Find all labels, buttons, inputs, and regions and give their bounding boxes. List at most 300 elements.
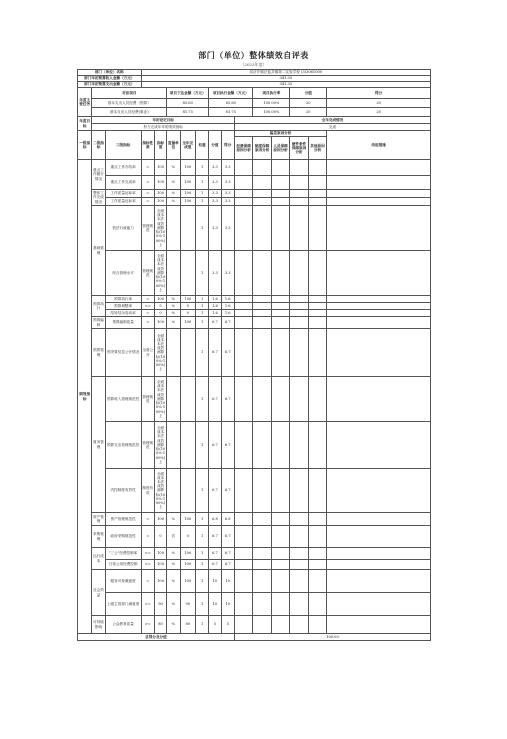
score-cell: 1.6 [209, 310, 221, 317]
col-weight: 权重 [195, 131, 208, 160]
l3-label: 预算编制质量 [105, 317, 141, 329]
task-header-amount: 项目下达金额（万元） [167, 88, 209, 99]
l2-label: 预算管理 [92, 329, 105, 377]
unit-cell: % [167, 296, 180, 303]
page-title: 部门（单位）整体绩效自评表 [198, 50, 309, 60]
dev-cell [308, 310, 326, 317]
got-cell: 3.3 [221, 160, 234, 176]
actual-cell: 100 [180, 317, 195, 329]
weight-cell: 1 [195, 469, 208, 513]
attr-cell: 制度有效 [141, 469, 154, 513]
actual-cell: 80 [180, 616, 195, 634]
dev-cell [271, 206, 289, 251]
dev-cell [308, 251, 326, 296]
got-cell: 6.7 [221, 317, 234, 329]
got-cell: 3.3 [221, 251, 234, 296]
score-cell: 6.7 [209, 526, 221, 548]
fix-cell [327, 513, 431, 526]
dev-cell [253, 303, 271, 310]
fix-cell [327, 593, 431, 616]
task-row-rate: 100.00% [253, 99, 290, 108]
actual-cell: 100 [180, 513, 195, 526]
dev-cell [271, 251, 289, 296]
attr-cell: <= [141, 548, 154, 560]
col-score: 分值 [209, 131, 221, 160]
actual-cell: 100 [180, 176, 195, 190]
val-cell: 100 [154, 560, 166, 570]
dev-cell [234, 206, 252, 251]
dev-cell [234, 593, 252, 616]
dev-cell [234, 548, 252, 560]
col-l3: 三级指标 [105, 131, 141, 160]
score-cell: 1.6 [209, 296, 221, 303]
fix-cell [327, 570, 431, 593]
dev-cell [253, 469, 271, 513]
attr-cell: = [141, 513, 154, 526]
got-cell: 3.3 [221, 190, 234, 198]
score-cell: 6.7 [209, 560, 221, 570]
l2-label: 采购管理 [92, 526, 105, 548]
note-cell: 全面成本本法成效测算标(100%-100%)上 [154, 377, 166, 422]
attr-cell: = [141, 176, 154, 190]
goal-done-label: 全年完成情况 [234, 117, 430, 124]
l2-label: 重点工作履行情况 [92, 160, 105, 190]
fix-cell [327, 422, 431, 469]
unit-cell: % [167, 616, 180, 634]
l3-label: 预算执行率 [105, 296, 141, 303]
task-row-got: 20 [327, 108, 431, 117]
dev-cell [308, 560, 326, 570]
fix-cell [327, 198, 431, 206]
task-header-rate: 项目执行率 [253, 88, 290, 99]
l3-label: 结转结余变动率 [105, 310, 141, 317]
attr-cell: <= [141, 560, 154, 570]
fix-cell [327, 296, 431, 303]
unit-cell [167, 206, 180, 251]
dev-cell [234, 198, 252, 206]
task-header-got: 得分 [327, 88, 431, 99]
l3-label: "三公"经费控制率 [105, 548, 141, 560]
score-cell: 10 [209, 593, 221, 616]
got-cell: 6.7 [221, 548, 234, 560]
goal-section-label: 年度目标 [78, 117, 92, 131]
unit-cell: % [167, 593, 180, 616]
dev-cell [308, 190, 326, 198]
dev-cell [271, 310, 289, 317]
weight-cell: 1 [195, 616, 208, 634]
evaluation-table [77, 69, 431, 641]
l2-label: 整体工作完成情况 [93, 191, 104, 204]
total-value: 100.00 [234, 634, 430, 641]
attr-cell: = [141, 317, 154, 329]
dev-cell [290, 303, 308, 310]
weight-cell: 1 [195, 303, 208, 310]
fix-cell [327, 317, 431, 329]
unit-cell: % [167, 198, 180, 206]
weight-cell: 1 [195, 317, 208, 329]
dev-cell [308, 422, 326, 469]
unit-cell: % [167, 570, 180, 593]
l2-label: 运行成本 [92, 548, 105, 570]
l2-label: 社会效益 [92, 570, 105, 616]
income-label: 部门年初预算收入金额（万元） [78, 76, 142, 82]
task-section-label: 年度主要任务 [78, 88, 92, 117]
dev-cell [308, 570, 326, 593]
dev-cell [271, 422, 289, 469]
fix-cell [327, 469, 431, 513]
score-cell: 10 [209, 570, 221, 593]
fix-cell [327, 251, 431, 296]
score-cell: 3.3 [209, 251, 221, 296]
attr-cell: = [141, 570, 154, 593]
val-cell: 80 [154, 616, 166, 634]
l3-label: 重点工作办结率 [105, 160, 141, 176]
weight-cell: 1 [195, 190, 208, 198]
attr-cell: >= [141, 616, 154, 634]
col-got: 得分 [221, 131, 234, 160]
val-cell: 100 [154, 548, 166, 560]
col-dev-funds: 经费保障原因分析 [234, 137, 252, 160]
dev-cell [308, 206, 326, 251]
dev-cell [308, 616, 326, 634]
task-row-score: 20 [290, 99, 327, 108]
l2-label: 预算编制 [93, 318, 104, 327]
got-cell: 10 [221, 593, 234, 616]
score-cell: 6.7 [209, 548, 221, 560]
actual-cell: 100 [180, 570, 195, 593]
val-cell: 100 [154, 190, 166, 198]
got-cell: 6.7 [221, 329, 234, 377]
got-cell: 3.3 [221, 176, 234, 190]
task-row-exec: 85.60 [209, 99, 253, 108]
unit-cell [167, 377, 180, 422]
actual-cell: 90 [180, 593, 195, 616]
attr-cell: = [141, 190, 154, 198]
task-row-score: 20 [290, 108, 327, 117]
fix-cell [327, 329, 431, 377]
actual-cell [180, 469, 195, 513]
unit-cell: % [167, 176, 180, 190]
dev-cell [234, 160, 252, 176]
fix-cell [327, 526, 431, 548]
unit-cell: % [167, 548, 180, 560]
weight-cell: 1 [195, 176, 208, 190]
dev-cell [253, 377, 271, 422]
note-cell: 全面成本本法成效测算标(100%-100%)上 [154, 422, 166, 469]
score-cell: 3.3 [209, 206, 221, 251]
dev-cell [253, 560, 271, 570]
col-actual: 全年完成值 [180, 131, 195, 160]
dev-cell [271, 176, 289, 190]
actual-cell [180, 377, 195, 422]
l3-label: 预决算信息公开情况 [105, 329, 141, 377]
dev-cell [234, 513, 252, 526]
dev-cell [290, 513, 308, 526]
dev-cell [271, 469, 289, 513]
dev-cell [253, 422, 271, 469]
dev-cell [253, 206, 271, 251]
dev-cell [271, 560, 289, 570]
dev-cell [290, 616, 308, 634]
actual-cell: 100 [180, 190, 195, 198]
val-cell: 0 [154, 526, 166, 548]
score-cell: 1.6 [209, 303, 221, 310]
l3-label: 政府采购规范性 [105, 526, 141, 548]
dev-cell [308, 377, 326, 422]
score-cell: 6.7 [209, 317, 221, 329]
dev-cell [234, 422, 252, 469]
dev-cell [290, 206, 308, 251]
dev-cell [308, 469, 326, 513]
dev-cell [234, 190, 252, 198]
got-cell: 6.7 [221, 469, 234, 513]
got-cell: 6.7 [221, 422, 234, 469]
dev-cell [290, 469, 308, 513]
l2-label: 资产管理 [92, 513, 105, 526]
dev-cell [271, 513, 289, 526]
fix-cell [327, 303, 431, 310]
dev-cell [253, 513, 271, 526]
fix-cell [327, 616, 431, 634]
weight-cell: 1 [195, 296, 208, 303]
actual-cell [180, 206, 195, 251]
task-header-project: 对应项目 [92, 88, 167, 99]
col-attr: 指标性质 [141, 131, 154, 160]
val-cell: 100 [154, 513, 166, 526]
dev-cell [271, 526, 289, 548]
weight-cell: 1 [195, 310, 208, 317]
col-l2: 二级指标 [92, 131, 105, 160]
fix-cell [327, 176, 431, 190]
task-row-amount: 85.60 [167, 99, 209, 108]
unit-cell [167, 422, 180, 469]
dev-cell [253, 548, 271, 560]
score-cell: 3.3 [209, 190, 221, 198]
unit-cell: % [167, 190, 180, 198]
actual-cell: 100 [180, 160, 195, 176]
score-cell: 5 [209, 616, 221, 634]
task-header-score: 分值 [290, 88, 327, 99]
unit-cell [167, 469, 180, 513]
unit-cell [167, 251, 180, 296]
weight-cell: 1 [195, 206, 208, 251]
dev-cell [271, 329, 289, 377]
weight-cell: 1 [195, 422, 208, 469]
dev-cell [253, 296, 271, 303]
actual-cell: 100 [180, 198, 195, 206]
l3-label: 工作质量达标率 [105, 190, 141, 198]
attr-cell: = [141, 310, 154, 317]
unit-cell [167, 329, 180, 377]
attr-cell: = [141, 198, 154, 206]
val-cell: 0 [154, 310, 166, 317]
l3-label: 内控制度有效性 [105, 469, 141, 513]
task-row-name: 基本支出人员经费（预算） [92, 99, 167, 108]
dev-cell [234, 469, 252, 513]
dev-cell [290, 160, 308, 176]
dev-cell [253, 317, 271, 329]
dev-cell [290, 176, 308, 190]
dev-cell [308, 303, 326, 310]
dev-cell [290, 317, 308, 329]
weight-cell: 1 [195, 593, 208, 616]
dev-cell [271, 198, 289, 206]
dev-cell [253, 310, 271, 317]
attr-cell: = [141, 160, 154, 176]
dev-cell [271, 160, 289, 176]
score-cell: 6.7 [209, 469, 221, 513]
task-header-exec: 项目执行金额（万元） [209, 88, 253, 99]
col-fix: 改进措施 [327, 131, 431, 160]
attr-cell: >= [141, 593, 154, 616]
dev-cell [253, 616, 271, 634]
task-row-got: 20 [327, 99, 431, 108]
fix-cell [327, 548, 431, 560]
task-row-amount: 81.75 [167, 108, 209, 117]
col-l1: 一级指标 [78, 131, 92, 160]
unit-cell: % [167, 160, 180, 176]
got-cell: 6.7 [221, 377, 234, 422]
dev-cell [271, 616, 289, 634]
goal-plan-label: 年初设定目标 [92, 117, 235, 124]
got-cell: 6.7 [221, 526, 234, 548]
dev-cell [271, 377, 289, 422]
l3-label: 依法行政能力 [105, 206, 141, 251]
fix-cell [327, 377, 431, 422]
weight-cell: 1 [195, 251, 208, 296]
dev-cell [271, 317, 289, 329]
score-cell: 3.3 [209, 176, 221, 190]
dev-cell [234, 251, 252, 296]
dev-cell [290, 377, 308, 422]
actual-cell: 5 [180, 303, 195, 310]
l3-label: 日常公用经费控制 [105, 560, 141, 570]
dev-cell [308, 160, 326, 176]
unit-cell: % [167, 310, 180, 317]
l3-label: 预算调整率 [105, 303, 141, 310]
dev-cell [290, 190, 308, 198]
note-cell: 全面成本本法成效测算标(100%-100%)上 [154, 206, 166, 251]
dev-cell [290, 570, 308, 593]
got-cell: 6.8 [221, 513, 234, 526]
dev-cell [234, 526, 252, 548]
l3-label: 预算收入管理规范性 [105, 377, 141, 422]
evaluation-sheet [77, 69, 431, 641]
actual-cell: 100 [180, 548, 195, 560]
l2-label: 基础管理 [92, 206, 105, 296]
goal-plan-text: 努力完成年年的绩效指标 [92, 124, 235, 131]
unit-cell: % [167, 560, 180, 570]
val-cell: 100 [154, 198, 166, 206]
weight-cell: 1 [195, 548, 208, 560]
expense-value: 341.33 [141, 82, 430, 88]
dev-cell [234, 310, 252, 317]
fix-cell [327, 160, 431, 176]
l3-label: 重点工作完成率 [105, 176, 141, 190]
dev-cell [308, 593, 326, 616]
score-cell: 3.3 [209, 198, 221, 206]
dev-cell [290, 296, 308, 303]
col-val: 指标值 [154, 131, 166, 160]
attr-cell: <= [141, 303, 154, 310]
attr-cell: 管理规范 [141, 206, 154, 251]
dev-cell [290, 560, 308, 570]
dev-cell [308, 176, 326, 190]
got-cell: 5 [221, 616, 234, 634]
goal-done-text: 完成 [234, 124, 430, 131]
dev-cell [253, 570, 271, 593]
score-cell: 6.7 [209, 377, 221, 422]
task-row-name: 基本支出人员经费(事业) [92, 108, 167, 117]
actual-cell [180, 422, 195, 469]
col-dev: 偏差原因分析 [234, 131, 326, 137]
dev-cell [271, 190, 289, 198]
weight-cell: 1 [195, 513, 208, 526]
attr-cell: = [141, 296, 154, 303]
l3-label: 综合管理水平 [105, 251, 141, 296]
dev-cell [271, 593, 289, 616]
attr-cell: 管理规范 [141, 377, 154, 422]
dev-cell [271, 548, 289, 560]
l3-label: 工作质量达标率 [105, 198, 141, 206]
score-cell: 3.3 [209, 160, 221, 176]
fix-cell [327, 560, 431, 570]
dev-cell [308, 526, 326, 548]
score-cell: 6.8 [209, 513, 221, 526]
weight-cell: 1 [195, 377, 208, 422]
dev-cell [253, 329, 271, 377]
dev-cell [234, 317, 252, 329]
l2-label: 财务管理 [92, 377, 105, 513]
got-cell: 1.6 [221, 310, 234, 317]
dev-cell [290, 593, 308, 616]
got-cell: 3.3 [221, 198, 234, 206]
unit-cell: % [167, 303, 180, 310]
actual-cell: 100 [180, 296, 195, 303]
dev-cell [234, 616, 252, 634]
dev-cell [234, 296, 252, 303]
dev-cell [290, 329, 308, 377]
val-cell: 5 [154, 303, 166, 310]
got-cell: 6.7 [221, 560, 234, 570]
actual-cell [180, 329, 195, 377]
fix-cell [327, 190, 431, 198]
dev-cell [253, 160, 271, 176]
l3-label: 预算支出管理规范性 [105, 422, 141, 469]
task-row-exec: 81.75 [209, 108, 253, 117]
l3-label: 上级主管部门满意度 [105, 593, 141, 616]
dev-cell [234, 570, 252, 593]
income-value: 341.33 [141, 76, 430, 82]
dev-cell [253, 176, 271, 190]
val-cell: 100 [154, 160, 166, 176]
fix-cell [327, 310, 431, 317]
val-cell: 100 [154, 317, 166, 329]
weight-cell: 1 [195, 329, 208, 377]
dev-cell [253, 593, 271, 616]
col-dev-system: 制度保障原因分析 [253, 137, 271, 160]
col-dev-hardware: 硬件条件保障原因分析 [290, 137, 308, 160]
l2-label: 预算执行 [92, 296, 105, 317]
weight-cell: 1 [195, 160, 208, 176]
actual-cell [180, 251, 195, 296]
dev-cell [308, 317, 326, 329]
dev-cell [290, 310, 308, 317]
dev-cell [308, 548, 326, 560]
dev-cell [290, 251, 308, 296]
dev-cell [234, 560, 252, 570]
dev-cell [290, 526, 308, 548]
